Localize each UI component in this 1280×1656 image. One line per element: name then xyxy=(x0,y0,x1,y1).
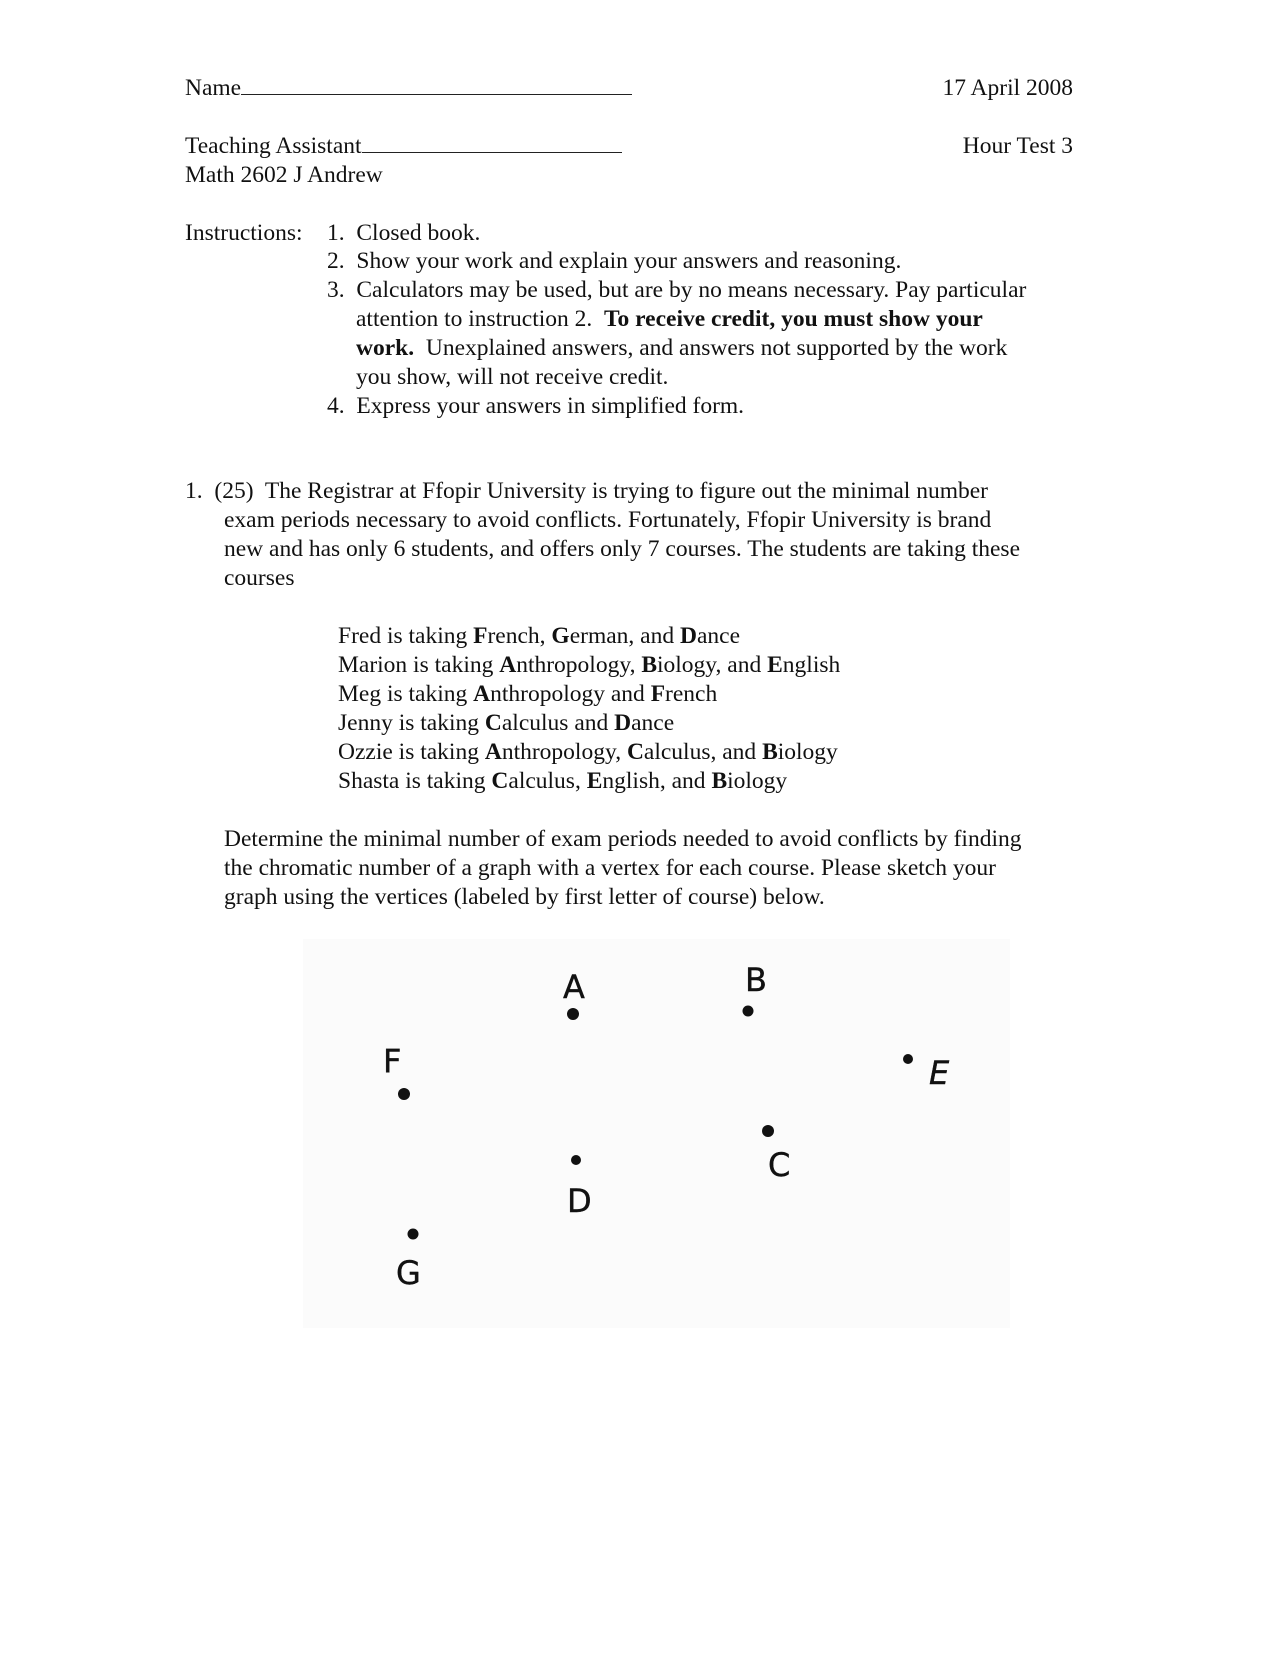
instruction-2-text: Show your work and explain your answers and reasoning. xyxy=(356,248,902,274)
instruction-3-credit-bold: To receive credit, you must show your xyxy=(604,306,983,332)
vertex-e-dot[interactable] xyxy=(903,1054,913,1064)
course-rest: alculus xyxy=(643,739,711,765)
course-initial: A xyxy=(484,739,502,765)
instruction-1 xyxy=(327,222,480,246)
vertex-d-label: D xyxy=(567,1182,592,1220)
separator: , and xyxy=(710,739,763,765)
separator: , xyxy=(574,768,587,794)
instruction-1-text: Closed book. xyxy=(356,220,481,246)
course-rest: erman xyxy=(569,623,629,649)
name-label: Name xyxy=(185,75,242,101)
student-lead: Marion is taking xyxy=(338,652,500,678)
separator: , and xyxy=(628,623,680,649)
vertex-g-label: G xyxy=(396,1254,421,1292)
course-rest: alculus xyxy=(501,710,569,736)
problem-1-intro-line4: courses xyxy=(224,565,295,591)
course-rest: rench xyxy=(665,681,718,707)
course-initial: A xyxy=(499,652,517,678)
vertex-e-label: E xyxy=(929,1054,950,1092)
student-fred xyxy=(338,625,740,649)
test-label: Hour Test 3 xyxy=(962,133,1073,159)
graph-vertices-svg xyxy=(303,939,1010,1328)
course-rest: ance xyxy=(631,710,675,736)
instruction-1-num: 1. xyxy=(327,220,345,246)
instruction-3-line4: you show, will not receive credit. xyxy=(356,364,669,390)
student-ozzie xyxy=(338,741,838,765)
course-initial: F xyxy=(650,681,666,707)
ta-row xyxy=(185,135,622,159)
vertex-a-dot[interactable] xyxy=(567,1008,579,1020)
ta-blank-line[interactable] xyxy=(362,152,622,153)
instruction-4-text: Express your answers in simplified form. xyxy=(356,393,745,419)
course-initial: C xyxy=(626,739,644,765)
instruction-3 xyxy=(327,279,1026,303)
problem-1-intro-line1: The Registrar at Ffopir University is trying to figure out the minimal number xyxy=(264,478,989,504)
problem-1-intro-line2: exam periods necessary to avoid conflicts. Fortunately, Ffopir University is brand xyxy=(224,507,992,533)
course-initial: B xyxy=(762,739,778,765)
course-rest: iology xyxy=(777,739,838,765)
instruction-3-line1: Calculators may be used, but are by no means necessary. Pay particular xyxy=(356,277,1027,303)
student-shasta xyxy=(338,770,787,794)
course-rest: nglish xyxy=(602,768,660,794)
course-rest: rench xyxy=(487,623,540,649)
student-meg xyxy=(338,683,717,707)
problem-1-points: (25) xyxy=(214,478,254,504)
separator: and xyxy=(568,710,615,736)
student-lead: Meg is taking xyxy=(338,681,474,707)
instruction-3-work-bold: work. xyxy=(356,335,415,361)
course-initial: C xyxy=(484,710,502,736)
question-line1: Determine the minimal number of exam periods needed to avoid conflicts by finding xyxy=(224,826,1022,852)
instructions-label: Instructions: xyxy=(185,220,303,246)
instruction-3-num: 3. xyxy=(327,277,345,303)
student-lead: Ozzie is taking xyxy=(338,739,485,765)
separator: , and xyxy=(715,652,768,678)
course-rest: nthropology xyxy=(490,681,605,707)
instruction-4-num: 4. xyxy=(327,393,345,419)
course-initial: C xyxy=(491,768,509,794)
separator: , and xyxy=(659,768,712,794)
exam-date: 17 April 2008 xyxy=(942,75,1073,101)
vertex-c-dot[interactable] xyxy=(762,1125,774,1137)
name-row xyxy=(185,77,632,101)
course-initial: B xyxy=(641,652,657,678)
course-initial: D xyxy=(679,623,697,649)
vertex-f-dot[interactable] xyxy=(398,1088,410,1100)
course-rest: iology xyxy=(657,652,716,678)
course-initial: D xyxy=(614,710,632,736)
question-line2: the chromatic number of a graph with a vertex for each course. Please sketch your xyxy=(224,855,996,881)
ta-label: Teaching Assistant xyxy=(185,133,362,159)
course-initial: F xyxy=(473,623,488,649)
problem-1-intro-line3: new and has only 6 students, and offers only 7 courses. The students are taking these xyxy=(224,536,1021,562)
instruction-3-line3-post: Unexplained answers, and answers not supported by the work xyxy=(414,335,1008,361)
student-marion xyxy=(338,654,840,678)
instruction-2 xyxy=(327,250,901,274)
instruction-2-num: 2. xyxy=(327,248,345,274)
course-rest: iology xyxy=(727,768,788,794)
instruction-3-line2-pre: attention to instruction 2. xyxy=(356,306,605,332)
course-initial: B xyxy=(711,768,728,794)
separator: and xyxy=(605,681,651,707)
vertex-f-label: F xyxy=(383,1042,402,1080)
course-info: Math 2602 J Andrew xyxy=(185,162,383,188)
instruction-4 xyxy=(327,395,744,419)
vertex-b-dot[interactable] xyxy=(743,1006,754,1017)
instruction-3-line2 xyxy=(356,308,983,332)
instruction-3-line3 xyxy=(356,337,1007,361)
separator: , xyxy=(539,623,552,649)
name-blank-line[interactable] xyxy=(241,94,632,95)
vertex-d-dot[interactable] xyxy=(571,1155,581,1165)
course-rest: nthropology xyxy=(501,739,616,765)
student-lead: Fred is taking xyxy=(338,623,474,649)
vertex-b-label: B xyxy=(745,961,767,999)
course-initial: E xyxy=(586,768,603,794)
course-rest: nglish xyxy=(782,652,841,678)
separator: , xyxy=(629,652,642,678)
vertex-a-label: A xyxy=(563,968,585,1006)
graph-sketch-area[interactable] xyxy=(303,939,1010,1328)
student-lead: Shasta is taking xyxy=(338,768,492,794)
course-rest: ance xyxy=(696,623,741,649)
course-rest: nthropology xyxy=(516,652,630,678)
question-line3: graph using the vertices (labeled by first letter of course) below. xyxy=(224,884,825,910)
problem-1-heading xyxy=(185,480,988,504)
student-lead: Jenny is taking xyxy=(338,710,485,736)
problem-1-number: 1. xyxy=(185,478,203,504)
course-initial: A xyxy=(473,681,491,707)
vertex-g-dot[interactable] xyxy=(408,1229,419,1240)
student-jenny xyxy=(338,712,674,736)
course-initial: E xyxy=(767,652,783,678)
course-initial: G xyxy=(551,623,570,649)
course-rest: alculus xyxy=(508,768,575,794)
vertex-c-label: C xyxy=(768,1146,791,1184)
separator: , xyxy=(615,739,627,765)
